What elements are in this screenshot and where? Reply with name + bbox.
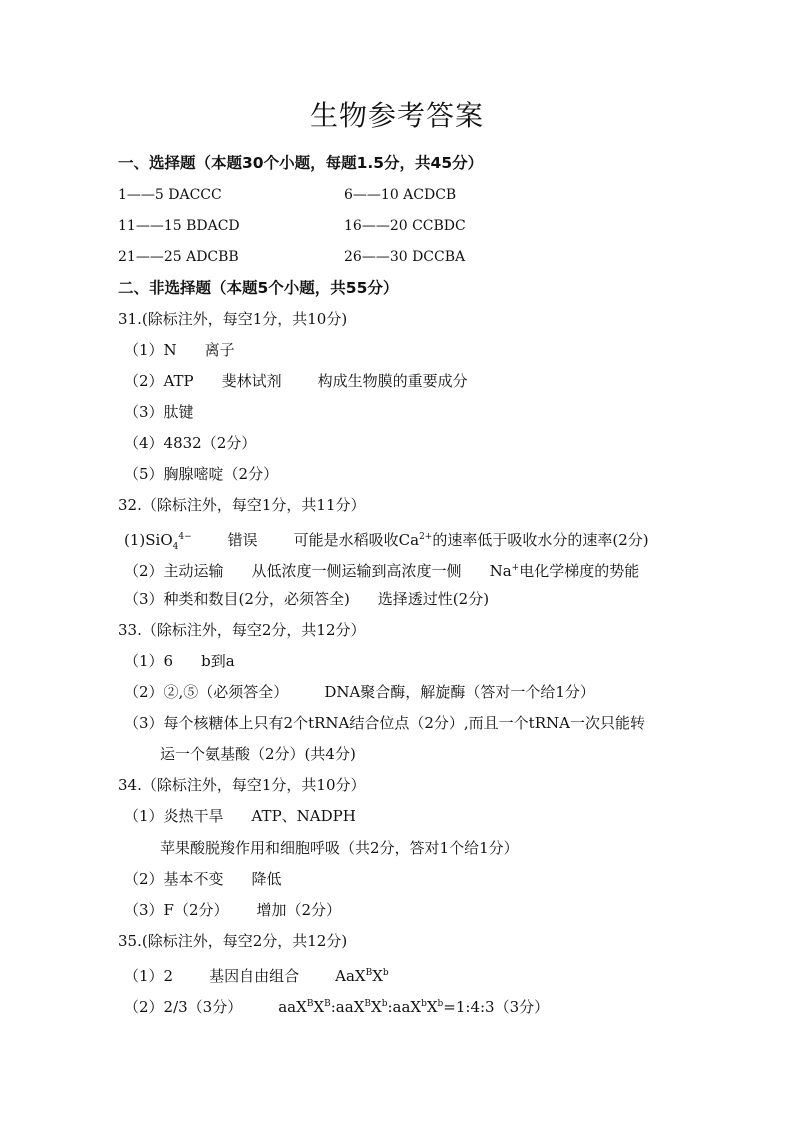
- answer-row-left: 21——25 ADCBB: [118, 249, 239, 265]
- answer-text: ATP、NADPH: [251, 807, 356, 825]
- answer-row-left: 1——5 DACCC: [118, 187, 222, 203]
- answer-line: [124, 370, 468, 392]
- superscript: +: [511, 563, 520, 573]
- ratio-text: aaX: [278, 998, 307, 1016]
- superscript: B: [306, 999, 314, 1009]
- answer-line: [124, 681, 595, 703]
- answer-text: （1）6: [124, 652, 174, 670]
- answer-text: 斐林试剂: [221, 372, 282, 390]
- superscript: b: [382, 968, 389, 978]
- answer-row-left: 11——15 BDACD: [118, 218, 240, 234]
- answer-line: [124, 339, 235, 361]
- answer-row-right: 26——30 DCCBA: [344, 249, 466, 265]
- answer-text: 降低: [251, 870, 282, 888]
- section-heading-choice: 一、选择题（本题30个小题，每题1.5分，共45分）: [118, 154, 484, 172]
- answer-text: AaX: [335, 967, 366, 985]
- ratio-text: =1:4:3（3分）: [443, 998, 550, 1016]
- answer-line: （4）4832（2分）: [124, 434, 257, 452]
- answer-line: [124, 868, 282, 890]
- answer-line: [124, 962, 389, 987]
- answer-text: （2）2/3（3分）: [124, 998, 243, 1016]
- answer-text: Na: [489, 562, 512, 580]
- answer-line: 运一个氨基酸（2分）(共4分): [160, 745, 356, 763]
- question-header: 33.（除标注外，每空2分，共12分）: [118, 621, 366, 639]
- subscript: 4: [172, 542, 179, 552]
- answer-text: （3）种类和数目(2分，必须答全): [124, 590, 350, 608]
- answer-text: 构成生物膜的重要成分: [317, 372, 468, 390]
- ratio-text: :aaX: [330, 998, 365, 1016]
- answer-text: 增加（2分）: [256, 901, 342, 919]
- superscript: B: [324, 999, 331, 1009]
- superscript: b: [421, 999, 427, 1009]
- question-header: 34.（除标注外，每空1分，共10分）: [118, 776, 366, 794]
- answer-text: 基因自由组合: [209, 967, 300, 985]
- section-heading-nonchoice: 二、非选择题（本题5个小题，共55分）: [118, 279, 399, 297]
- answer-line: 苹果酸脱羧作用和细胞呼吸（共2分，答对1个给1分）: [160, 839, 519, 857]
- answer-line: [124, 588, 489, 610]
- answer-line: [124, 899, 341, 921]
- answer-text: （1）2: [124, 967, 174, 985]
- answer-text: （1）N: [124, 341, 177, 359]
- answer-text: 可能是水稻吸收Ca: [293, 531, 420, 549]
- answer-text: （2）ATP: [124, 372, 194, 390]
- answer-text: 的速率低于吸收水分的速率(2分): [432, 531, 649, 549]
- answer-line: [124, 650, 235, 672]
- ratio-text: :aaX: [387, 998, 422, 1016]
- answer-line: [124, 557, 639, 582]
- answer-text: 从低浓度一侧运输到高浓度一侧: [251, 562, 462, 580]
- superscript: b: [381, 999, 388, 1009]
- answer-text: 电化学梯度的势能: [519, 562, 640, 580]
- answer-line: （3）每个核糖体上只有2个tRNA结合位点（2分）,而且一个tRNA一次只能转: [124, 714, 645, 732]
- ratio-text: X: [371, 998, 382, 1016]
- page-title: 生物参考答案: [309, 99, 484, 132]
- superscript: 2+: [419, 532, 433, 542]
- question-header: 31.(除标注外，每空1分，共10分): [118, 310, 348, 328]
- ratio-text: X: [426, 998, 438, 1016]
- superscript: 4−: [178, 532, 192, 542]
- answer-text: （2）主动运输: [124, 562, 224, 580]
- answer-line: （3）肽键: [124, 403, 194, 421]
- superscript: B: [365, 968, 373, 978]
- answer-text: 错误: [227, 531, 258, 549]
- superscript: b: [437, 999, 444, 1009]
- answer-line: [124, 805, 356, 827]
- answer-text: （3）F（2分）: [124, 901, 229, 919]
- answer-row-right: 16——20 CCBDC: [344, 218, 466, 234]
- answer-text: （2）基本不变: [124, 870, 224, 888]
- superscript: B: [364, 999, 371, 1009]
- answer-text: b到a: [201, 652, 235, 670]
- answer-line: [124, 526, 649, 558]
- question-header: 35.(除标注外，每空2分，共12分): [118, 932, 348, 950]
- answer-text: X: [372, 967, 383, 985]
- answer-text: （2）②,⑤（必须答全）: [124, 683, 289, 701]
- answer-text: 选择透过性(2分): [377, 590, 490, 608]
- question-header: 32.（除标注外，每空1分，共11分）: [118, 496, 366, 514]
- answer-row-right: 6——10 ACDCB: [344, 187, 457, 203]
- answer-text: 离子: [204, 341, 235, 359]
- answer-text: (1)SiO: [124, 531, 173, 549]
- answer-line: [124, 993, 549, 1018]
- ratio-text: X: [313, 998, 325, 1016]
- answer-text: DNA聚合酶，解旋酶（答对一个给1分）: [324, 683, 595, 701]
- answer-line: （5）胸腺嘧啶（2分）: [124, 465, 279, 483]
- answer-text: （1）炎热干旱: [124, 807, 224, 825]
